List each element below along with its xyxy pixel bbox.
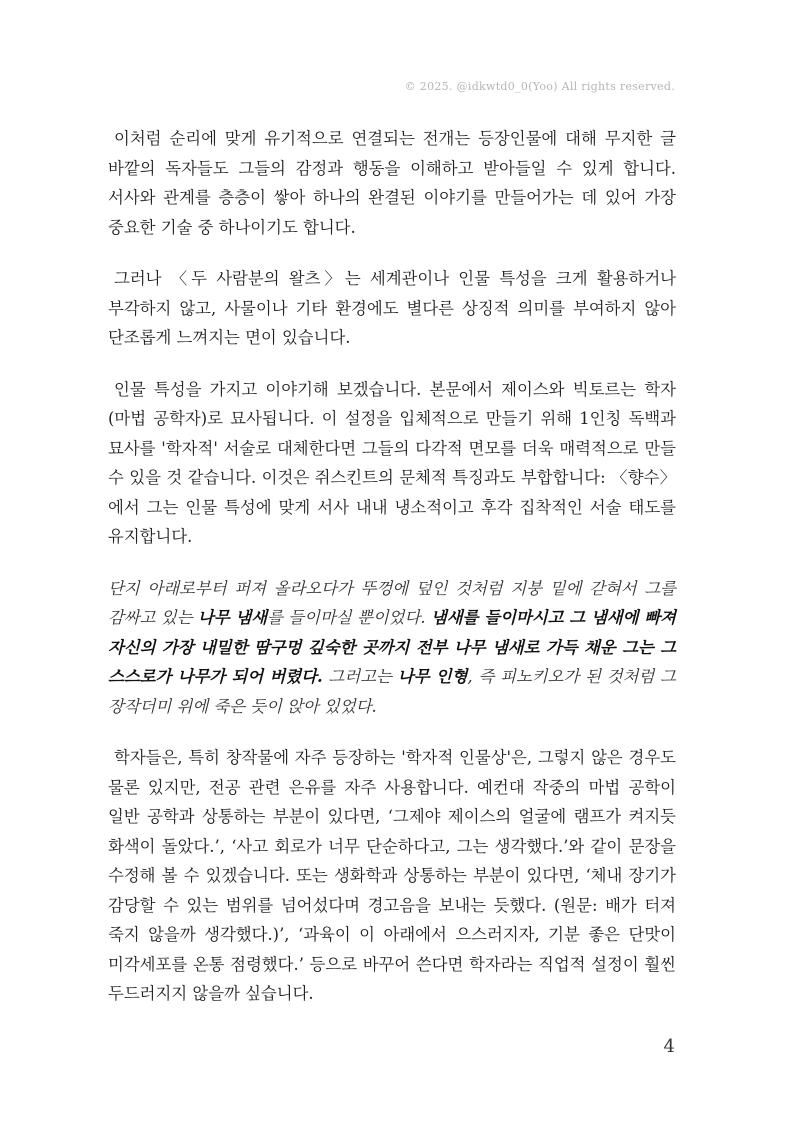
quote-text-2: 를 들이마실 뿐이었다. (267, 608, 431, 627)
body-paragraph-4: 학자들은, 특히 창작물에 자주 등장하는 '학자적 인물상'은, 그렇지 않은 경우도 물론 있지만, 전공 관련 은유를 자주 사용합니다. 예컨대 작중의 마법 공학이 일반 공학과 상통하는 부분이 있다면, ‘그제야 제이스의 얼굴에 램프가 켜지듯 화색이 돌았다.’, ‘사고 회로가 너무 단순하다고, 그는 생각했다.’와 같이 문장을 수정해 볼 수 있겠습니다. 또는 생화학과 상통하는 부분이 있다면, ‘체내 장기가 감당할 수 있는 범위를 넘어섰다며 경고음을 보내는 듯했다. (원문: 배가 터져 죽지 않을까 생각했다.)’, ‘과육이 이 아래에서 으스러지자, 기분 좋은 단맛이 미각세포를 온통 점령했다.’ 등으로 바꾸어 쓴다면 학자라는 직업적 설정이 훨씬 두드러지지 않을까 싶습니다. (108, 748, 676, 1003)
quoted-excerpt (108, 574, 676, 722)
quote-text-3: 그러고는 (322, 667, 398, 686)
copyright-notice: © 2025. @idkwtd0_0(Yoo) All rights reserved. (404, 80, 675, 93)
quote-emphasis-2: 냄새를 들이마시고 그 냄새에 빠져 자신의 가장 내밀한 땀구멍 깊숙한 곳까지 전부 나무 냄새로 가득 채운 그는 그 스스로가 나무가 되어 버렸다. (108, 608, 676, 686)
body-paragraph-3: 인물 특성을 가지고 이야기해 보겠습니다. 본문에서 제이스와 빅토르는 학자(마법 공학자)로 묘사됩니다. 이 설정을 입체적으로 만들기 위해 1인칭 독백과 묘사를 '학자적' 서술로 대체한다면 그들의 다각적 면모를 더욱 매력적으로 만들 수 있을 것 같습니다. 이것은 쥐스킨트의 문체적 특징과도 부합합니다: 〈향수〉에서 그는 인물 특성에 맞게 서사 내내 냉소적이고 후각 집착적인 서술 태도를 유지합니다. (108, 379, 676, 546)
page-body (108, 124, 676, 1031)
quote-text-4: , 즉 피노키오가 된 것처럼 그 장작더미 위에 죽은 듯이 앉아 있었다. (108, 667, 676, 716)
body-paragraph-1: 이처럼 순리에 맞게 유기적으로 연결되는 전개는 등장인물에 대해 무지한 글 바깥의 독자들도 그들의 감정과 행동을 이해하고 받아들일 수 있게 합니다. 서사와 관계를 층층이 쌓아 하나의 완결된 이야기를 만들어가는 데 있어 가장 중요한 기술 중 하나이기도 합니다. (108, 129, 676, 237)
page-number: 4 (663, 1036, 675, 1057)
quote-text-1: 단지 아래로부터 퍼져 올라오다가 뚜껑에 덮인 것처럼 지붕 밑에 갇혀서 그를 감싸고 있는 (108, 578, 676, 627)
quote-emphasis-3: 나무 인형 (397, 667, 468, 686)
body-paragraph-2: 그러나 〈두 사람분의 왈츠〉는 세계관이나 인물 특성을 크게 활용하거나 부각하지 않고, 사물이나 기타 환경에도 별다른 상징적 의미를 부여하지 않아 단조롭게 느껴지는 면이 있습니다. (108, 269, 676, 347)
quote-emphasis-1: 나무 냄새 (197, 608, 268, 627)
